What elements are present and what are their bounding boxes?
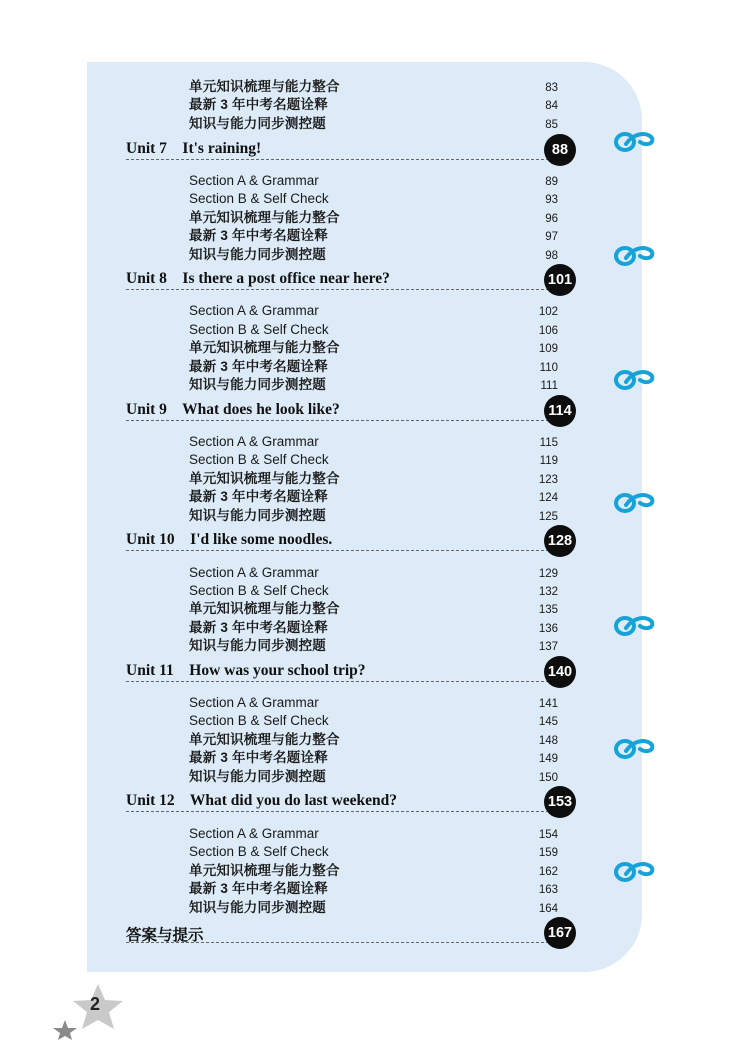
toc-entry[interactable] [189,880,579,898]
unit-title: Unit 8 Is there a post office near here? [126,270,390,287]
dashed-divider [126,159,554,160]
toc-entry[interactable] [189,321,579,339]
toc-entry-page: 106 [538,325,558,337]
toc-entry-title: Section A & Grammar [189,695,319,710]
toc-entry[interactable] [189,862,579,880]
binder-ring-icon [612,735,658,761]
unit-heading[interactable] [126,786,576,818]
toc-entry-page: 109 [538,343,558,355]
toc-entry[interactable] [189,712,579,730]
toc-entry-page: 110 [539,362,558,374]
toc-entry[interactable] [189,451,579,469]
toc-entry-page: 149 [538,753,558,765]
toc-entry-title: Section B & Self Check [189,844,329,859]
toc-entry-title: 最新 3 年中考名题诠释 [189,881,328,896]
page-badge: 140 [544,656,576,688]
toc-entry-title: 知识与能力同步测控题 [189,900,326,915]
toc-entry-title: 单元知识梳理与能力整合 [189,340,340,355]
toc-entry[interactable] [189,358,579,376]
toc-entry-page: 132 [538,586,558,598]
toc-entry[interactable] [189,637,579,655]
toc-entry-title: 知识与能力同步测控题 [189,508,326,523]
toc-entry-page: 136 [538,623,558,635]
toc-entry-page: 98 [545,250,558,262]
toc-entry-page: 97 [545,231,558,243]
page-badge: 114 [544,395,576,427]
toc-entry-page: 123 [538,474,558,486]
dashed-divider [126,942,554,943]
toc-entry[interactable] [189,433,579,451]
binder-ring-icon [612,489,658,515]
toc-entry-title: 最新 3 年中考名题诠释 [189,620,328,635]
toc-entry[interactable] [189,600,579,618]
unit-heading[interactable] [126,264,576,296]
toc-entry-page: 125 [538,511,558,523]
toc-entry[interactable] [189,582,579,600]
binder-ring-icon [612,242,658,268]
toc-entry-title: 单元知识梳理与能力整合 [189,601,340,616]
toc-entry-title: Section A & Grammar [189,434,319,449]
toc-entry-page: 163 [538,884,558,896]
page-badge: 101 [544,264,576,296]
toc-entry[interactable] [189,190,579,208]
toc-entry[interactable] [189,115,579,133]
toc-entry-title: Section B & Self Check [189,191,329,206]
toc-entry-page: 137 [538,641,558,653]
toc-entry-title: 知识与能力同步测控题 [189,247,326,262]
toc-entry[interactable] [189,843,579,861]
dashed-divider [126,550,554,551]
toc-entry-title: 知识与能力同步测控题 [189,377,326,392]
answers-heading[interactable] [126,917,576,949]
toc-entry-title: Section A & Grammar [189,826,319,841]
toc-entry-title: 知识与能力同步测控题 [189,769,326,784]
toc-entry-page: 85 [545,119,558,131]
toc-entry[interactable] [189,172,579,190]
toc-entry[interactable] [189,694,579,712]
unit-title: Unit 7 It's raining! [126,140,262,157]
toc-entry-title: 知识与能力同步测控题 [189,116,326,131]
toc-entry-title: 最新 3 年中考名题诠释 [189,359,328,374]
toc-entry-page: 93 [545,194,558,206]
toc-entry[interactable] [189,96,579,114]
toc-entry-page: 145 [538,716,558,728]
dashed-divider [126,289,554,290]
toc-entry[interactable] [189,488,579,506]
toc-entry-title: 最新 3 年中考名题诠释 [189,228,328,243]
toc-entry-page: 148 [538,735,558,747]
answers-title: 答案与提示 [126,927,204,944]
toc-entry-page: 111 [540,380,558,392]
toc-entry[interactable] [189,749,579,767]
toc-entry[interactable] [189,564,579,582]
toc-entry[interactable] [189,825,579,843]
unit-heading[interactable] [126,656,576,688]
unit-title: Unit 12 What did you do last weekend? [126,792,398,809]
toc-entry-page: 164 [538,903,558,915]
toc-entry-title: 最新 3 年中考名题诠释 [189,750,328,765]
unit-title: Unit 9 What does he look like? [126,401,340,418]
toc-entry[interactable] [189,768,579,786]
toc-entry-page: 124 [538,492,558,504]
toc-entry-title: Section B & Self Check [189,583,329,598]
page-badge: 167 [544,917,576,949]
unit-heading[interactable] [126,525,576,557]
binder-ring-icon [612,612,658,638]
unit-heading[interactable] [126,395,576,427]
dashed-divider [126,420,554,421]
toc-entry-page: 84 [545,100,558,112]
toc-entry-title: 单元知识梳理与能力整合 [189,471,340,486]
toc-entry-title: 单元知识梳理与能力整合 [189,210,340,225]
toc-entry[interactable] [189,507,579,525]
toc-entry-page: 102 [538,306,558,318]
toc-entry-page: 154 [538,829,558,841]
page-badge: 128 [544,525,576,557]
toc-entry-page: 162 [538,866,558,878]
toc-entry[interactable] [189,302,579,320]
toc-entry-page: 96 [545,213,558,225]
unit-title: Unit 10 I'd like some noodles. [126,531,333,548]
toc-entry-title: 知识与能力同步测控题 [189,638,326,653]
toc-entry[interactable] [189,731,579,749]
toc-entry-title: Section B & Self Check [189,713,329,728]
binder-ring-icon [612,858,658,884]
binder-rings [612,0,672,1058]
dashed-divider [126,811,554,812]
toc-entry-page: 135 [538,604,558,616]
toc-entry-page: 150 [538,772,558,784]
toc-entry-title: Section B & Self Check [189,322,329,337]
toc-entry-page: 159 [538,847,558,859]
dashed-divider [126,681,554,682]
toc-entry-title: Section A & Grammar [189,565,319,580]
toc-entry-title: 最新 3 年中考名题诠释 [189,97,328,112]
unit-heading[interactable] [126,134,576,166]
toc-entry[interactable] [189,376,579,394]
toc-entry[interactable] [189,209,579,227]
binder-ring-icon [612,366,658,392]
toc-entry[interactable] [189,339,579,357]
toc-entry[interactable] [189,227,579,245]
page-badge: 153 [544,786,576,818]
unit-title: Unit 11 How was your school trip? [126,662,366,679]
toc-entry-title: 最新 3 年中考名题诠释 [189,489,328,504]
toc-entry-page: 129 [538,568,558,580]
toc-entry-title: 单元知识梳理与能力整合 [189,732,340,747]
toc-entry-title: Section B & Self Check [189,452,329,467]
toc-entry-page: 141 [538,698,558,710]
toc-entry-page: 115 [539,437,558,449]
toc-entry-page: 83 [545,82,558,94]
toc-entry[interactable] [189,246,579,264]
toc-entry[interactable] [189,619,579,637]
toc-entry-title: Section A & Grammar [189,173,319,188]
toc-entry-title: 单元知识梳理与能力整合 [189,79,340,94]
toc-entry[interactable] [189,899,579,917]
toc-entry[interactable] [189,78,579,96]
page-badge: 88 [544,134,576,166]
page-number: 2 [90,994,101,1014]
toc-entry-page: 119 [539,455,558,467]
toc-entry-page: 89 [545,176,558,188]
toc-entry-title: 单元知识梳理与能力整合 [189,863,340,878]
toc-entry[interactable] [189,470,579,488]
binder-ring-icon [612,128,658,154]
toc-entry-title: Section A & Grammar [189,303,319,318]
